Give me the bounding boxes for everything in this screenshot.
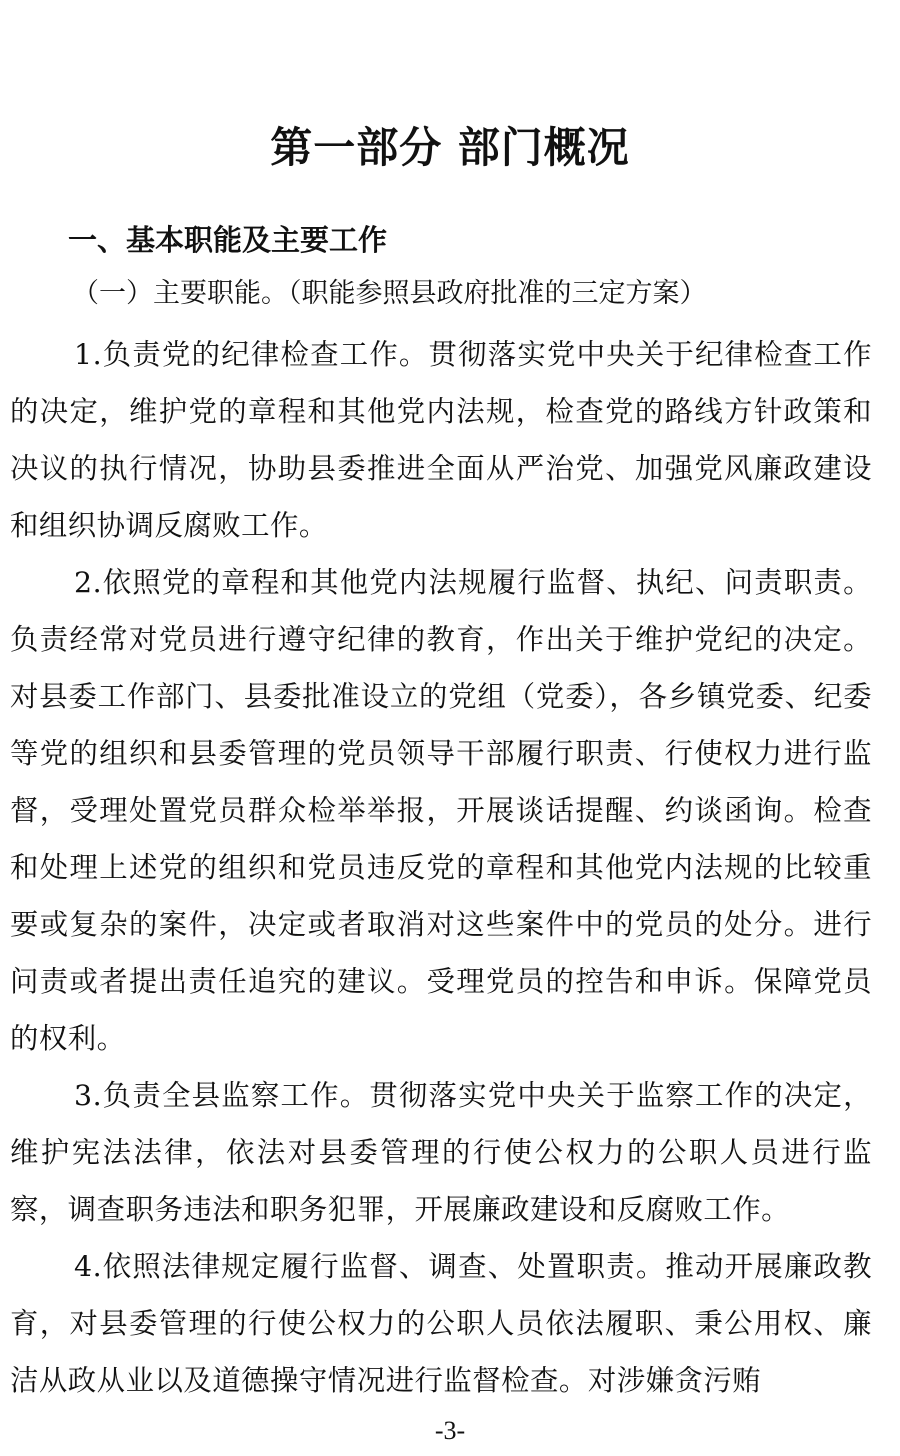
sub-heading: （一）主要职能。（职能参照县政府批准的三定方案） bbox=[72, 278, 707, 309]
section-heading: 一、基本职能及主要工作 bbox=[68, 223, 388, 257]
paragraph-1: 1.负责党的纪律检查工作。贯彻落实党中央关于纪律检查工作的决定，维护党的章程和其他党内法规，检查党的路线方针政策和决议的执行情况，协助县委推进全面从严治党、加强党风廉政建设和组织协调反腐败工作。 bbox=[10, 338, 872, 542]
page-number: -3- bbox=[434, 1416, 466, 1445]
paragraph-2: 2.依照党的章程和其他党内法规履行监督、执纪、问责职责。负责经常对党员进行遵守纪律的教育，作出关于维护党纪的决定。对县委工作部门、县委批准设立的党组（党委），各乡镇党委、纪委等党的组织和县委管理的党员领导干部履行职责、行使权力进行监督，受理处置党员群众检举举报，开展谈话提醒、约谈函询。检查和处理上述党的组织和党员违反党的章程和其他党内法规的比较重要或复杂的案件，决定或者取消对这些案件中的党员的处分。进行问责或者提出责任追究的建议。受理党员的控告和申诉。保障党员的权利。 bbox=[10, 566, 872, 1055]
document-title: 第一部分 部门概况 bbox=[270, 123, 630, 172]
paragraph-3: 3.负责全县监察工作。贯彻落实党中央关于监察工作的决定，维护宪法法律，依法对县委管理的行使公权力的公职人员进行监察，调查职务违法和职务犯罪，开展廉政建设和反腐败工作。 bbox=[10, 1079, 872, 1226]
paragraph-4: 4.依照法律规定履行监督、调查、处置职责。推动开展廉政教育，对县委管理的行使公权力的公职人员依法履职、秉公用权、廉洁从政从业以及道德操守情况进行监督检查。对涉嫌贪污贿 bbox=[10, 1250, 872, 1397]
